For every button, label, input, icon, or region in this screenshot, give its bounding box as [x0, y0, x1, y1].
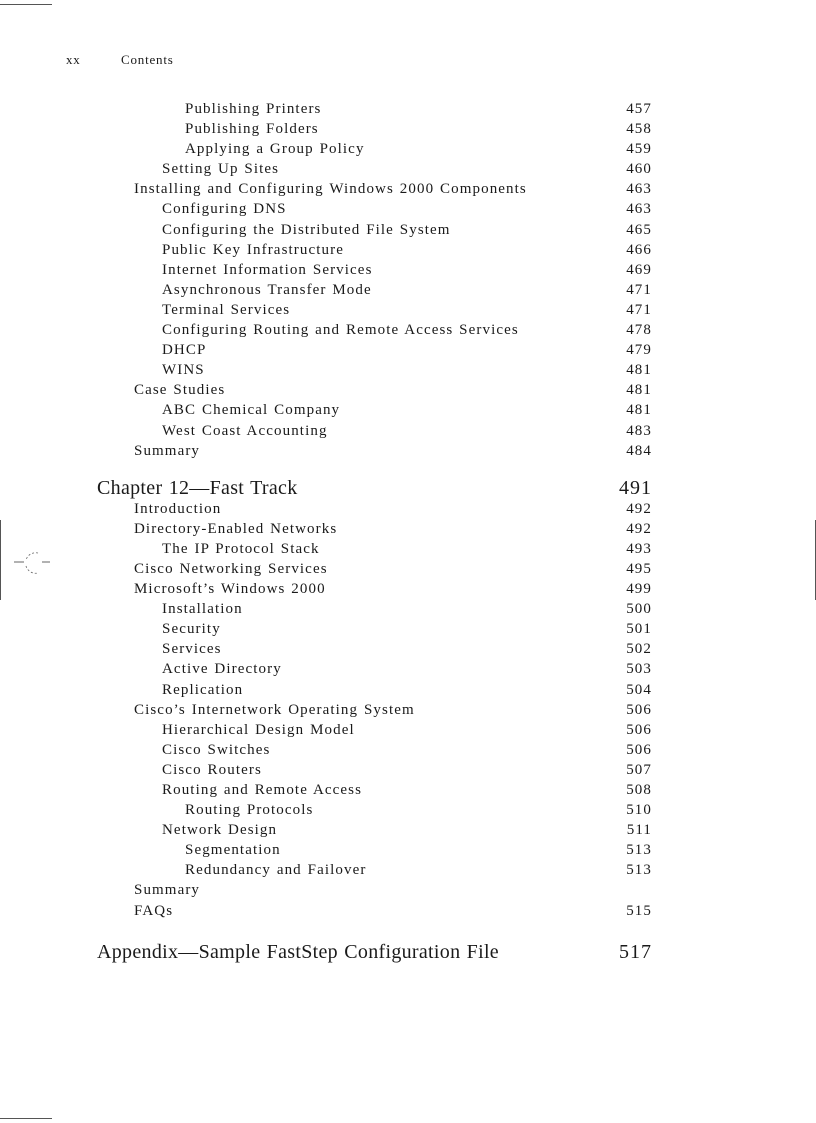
toc-entry-page: 513: [626, 862, 652, 879]
toc-entry-page: 506: [626, 741, 652, 758]
toc-entry-title: Redundancy and Failover: [185, 862, 367, 879]
toc-entry[interactable]: [0, 661, 816, 681]
toc-entry-title: Configuring the Distributed File System: [162, 221, 451, 238]
toc-entry-title: ABC Chemical Company: [162, 402, 341, 419]
toc-entry-page: 481: [626, 402, 652, 419]
toc-entry-page: 492: [626, 520, 652, 537]
toc-entry[interactable]: [0, 742, 816, 762]
toc-entry-page: 483: [626, 422, 652, 439]
toc-entry-title: Installation: [162, 601, 243, 618]
toc-entry-title: Network Design: [162, 822, 278, 839]
toc-entry-page: 492: [626, 500, 652, 517]
toc-entry-page: 506: [626, 721, 652, 738]
toc-entry-page: 511: [626, 822, 652, 839]
toc-entry-page: 504: [626, 681, 652, 698]
toc-entry-page: 478: [626, 322, 652, 339]
toc-entry-title: Services: [162, 641, 222, 658]
toc-entry[interactable]: [0, 842, 816, 862]
toc-entry[interactable]: [0, 242, 816, 262]
toc-entry[interactable]: [0, 101, 816, 121]
toc-entry[interactable]: [0, 641, 816, 661]
toc-appendix[interactable]: [0, 923, 816, 963]
toc-section-chapter-12: [0, 501, 816, 923]
toc-entry-title: Security: [162, 621, 221, 638]
toc-entry[interactable]: [0, 601, 816, 621]
toc-entry-page: 515: [626, 902, 652, 919]
toc-entry-page: 510: [626, 802, 652, 819]
toc-entry-title: Setting Up Sites: [162, 161, 280, 178]
toc-entry-title: Routing and Remote Access: [162, 782, 363, 798]
toc-entry-title: Public Key Infrastructure: [162, 241, 344, 258]
toc-entry[interactable]: [0, 342, 816, 362]
toc-entry-page: 499: [626, 581, 652, 598]
toc-entry-title: FAQs: [134, 902, 174, 919]
toc-entry[interactable]: [0, 581, 816, 601]
toc-entry[interactable]: [0, 541, 816, 561]
toc-entry-page: 463: [626, 201, 652, 218]
toc-entry[interactable]: [0, 561, 816, 581]
toc-entry-title: WINS: [162, 362, 205, 379]
toc-entry-page: 495: [626, 560, 652, 577]
toc-entry[interactable]: [0, 262, 816, 282]
toc-entry[interactable]: [0, 521, 816, 541]
toc-entry-title: Segmentation: [185, 842, 281, 859]
toc-entry-page: 459: [626, 141, 652, 158]
toc-entry[interactable]: [0, 181, 816, 201]
toc-entry-title: Terminal Services: [162, 301, 291, 318]
toc-entry-title: Replication: [162, 681, 244, 698]
toc-entry-title: DHCP: [162, 342, 207, 359]
toc-entry-page: 465: [626, 221, 652, 238]
toc-entry-title: Cisco’s Internetwork Operating System: [134, 701, 415, 718]
toc-entry-title: Active Directory: [162, 661, 282, 678]
toc-entry-title: Publishing Folders: [185, 121, 319, 138]
chapter-page-number: 491: [619, 476, 652, 499]
toc-entry-page: 466: [626, 241, 652, 258]
toc-entry[interactable]: [0, 903, 816, 923]
toc-entry[interactable]: [0, 402, 816, 422]
table-of-contents: [0, 101, 816, 963]
toc-entry-title: Installing and Configuring Windows 2000 Components: [134, 181, 527, 198]
toc-entry-title: Configuring DNS: [162, 201, 287, 218]
toc-entry-page: 484: [626, 442, 652, 459]
toc-entry-title: Internet Information Services: [162, 261, 373, 278]
toc-entry-title: Microsoft’s Windows 2000: [134, 581, 326, 598]
toc-entry[interactable]: [0, 302, 816, 322]
toc-entry-title: Cisco Networking Services: [134, 560, 328, 577]
toc-entry[interactable]: [0, 802, 816, 822]
toc-entry[interactable]: [0, 201, 816, 221]
toc-entry-page: 479: [626, 342, 652, 359]
toc-entry-title: Cisco Routers: [162, 761, 262, 778]
toc-entry[interactable]: [0, 141, 816, 161]
toc-entry-title: Asynchronous Transfer Mode: [162, 281, 372, 298]
toc-entry[interactable]: [0, 382, 816, 402]
toc-entry[interactable]: [0, 322, 816, 342]
toc-entry-page: 507: [626, 761, 652, 778]
toc-entry-title: Summary: [134, 882, 201, 899]
toc-entry-page: 500: [626, 601, 652, 618]
toc-entry-page: 503: [626, 661, 652, 678]
toc-chapter-12[interactable]: [0, 463, 816, 501]
toc-entry-title: Summary: [134, 442, 201, 459]
toc-entry-title: The IP Protocol Stack: [162, 540, 320, 557]
running-header: [66, 52, 174, 68]
toc-entry-page: 469: [626, 261, 652, 278]
toc-entry-page: 460: [626, 161, 652, 178]
page-folio: xx: [66, 52, 81, 67]
toc-entry-title: Directory-Enabled Networks: [134, 520, 338, 537]
appendix-page-number: 517: [619, 940, 652, 963]
crop-mark-bottom-left: [0, 1118, 52, 1119]
toc-entry[interactable]: [0, 762, 816, 782]
toc-entry-page: 508: [626, 782, 652, 798]
toc-entry[interactable]: [0, 121, 816, 141]
toc-entry-page: 502: [626, 641, 652, 658]
toc-entry[interactable]: [0, 443, 816, 463]
toc-entry[interactable]: [0, 822, 816, 842]
toc-entry-page: 506: [626, 701, 652, 718]
toc-entry[interactable]: [0, 621, 816, 641]
toc-section-continued: [0, 101, 816, 463]
toc-entry[interactable]: [0, 782, 816, 802]
toc-entry[interactable]: [0, 222, 816, 242]
toc-entry[interactable]: [0, 161, 816, 181]
toc-entry-page: 513: [626, 842, 652, 859]
toc-entry-page: 458: [626, 121, 652, 138]
toc-entry[interactable]: [0, 722, 816, 742]
toc-entry[interactable]: [0, 862, 816, 882]
toc-entry-page: 481: [626, 362, 652, 379]
crop-mark-top-left: [0, 4, 52, 5]
toc-entry-title: Hierarchical Design Model: [162, 721, 355, 738]
toc-entry-title: Publishing Printers: [185, 101, 322, 117]
toc-entry[interactable]: [0, 882, 816, 902]
toc-entry-title: Routing Protocols: [185, 802, 314, 819]
toc-entry[interactable]: [0, 362, 816, 382]
toc-entry-title: West Coast Accounting: [162, 422, 328, 439]
toc-entry[interactable]: [0, 682, 816, 702]
toc-entry-page: 471: [626, 281, 652, 298]
toc-entry-page: 481: [626, 382, 652, 399]
toc-entry[interactable]: [0, 702, 816, 722]
toc-entry-title: Case Studies: [134, 382, 226, 399]
toc-entry[interactable]: [0, 423, 816, 443]
chapter-title: Chapter 12—Fast Track: [97, 476, 298, 499]
toc-entry-title: Introduction: [134, 500, 222, 517]
toc-entry-page: 501: [626, 621, 652, 638]
running-title: Contents: [121, 52, 174, 67]
toc-entry-page: 471: [626, 301, 652, 318]
toc-entry-title: Configuring Routing and Remote Access Services: [162, 322, 519, 339]
appendix-title: Appendix—Sample FastStep Configuration File: [97, 940, 499, 963]
toc-entry-page: 463: [626, 181, 652, 198]
toc-entry[interactable]: [0, 282, 816, 302]
toc-entry-title: Applying a Group Policy: [185, 141, 365, 158]
toc-entry-page: 493: [626, 540, 652, 557]
toc-entry[interactable]: [0, 501, 816, 521]
toc-entry-title: Cisco Switches: [162, 741, 271, 758]
toc-entry-page: 457: [626, 101, 652, 117]
